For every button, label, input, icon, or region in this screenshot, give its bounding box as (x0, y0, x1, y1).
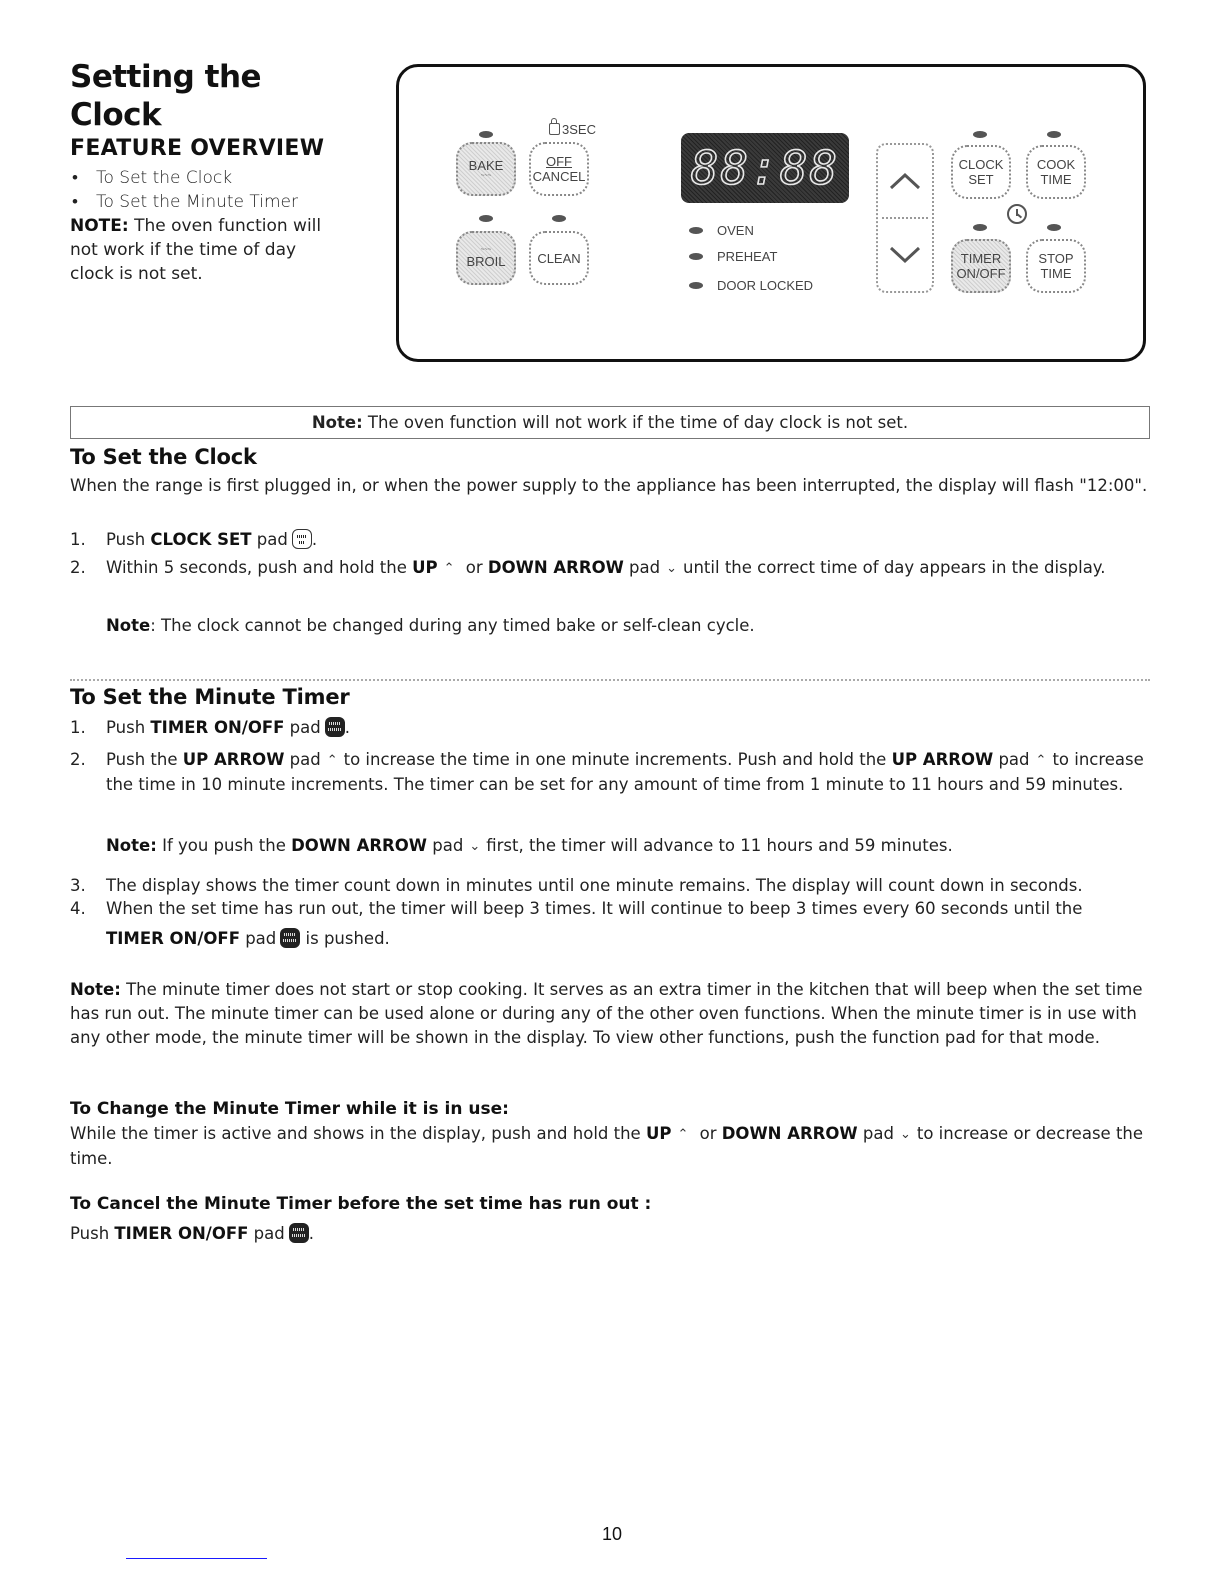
oven-led (689, 227, 703, 234)
minute-timer-step-4: 4. When the set time has run out, the timer will beep 3 times. It will continue to beep 3 times every 60 seconds until the TIMER ON/OFF pad is pushed. (70, 899, 1083, 948)
timer-on-off-pad[interactable]: TIMER ON/OFF (951, 239, 1011, 293)
timer-pad-icon (289, 1223, 309, 1243)
set-clock-heading: To Set the Clock (70, 445, 257, 469)
broil-pad[interactable]: ~~~ BROIL (456, 231, 516, 285)
minute-timer-general-note: Note: The minute timer does not start or stop cooking. It serves as an extra timer in the kitchen that will beep when the set time has run out. The minute timer can be used alone or during any of the other oven functions. When the minute timer is in use with any other mode, the minute timer will be shown in the display. To view other functions, push the function pad for that mode. (70, 980, 1143, 1047)
down-arrow-icon: ⌄ (899, 1127, 911, 1142)
up-arrow-icon: ⌃ (443, 561, 455, 576)
down-arrow-icon: ⌄ (666, 561, 678, 576)
set-clock-step-2: 2. Within 5 seconds, push and hold the UP ⌃ or DOWN ARROW pad ⌄ until the correct time of day appears in the display. (70, 556, 1150, 581)
feature-overview-heading: FEATURE OVERVIEW (70, 136, 325, 161)
down-arrow-icon: ⌄ (469, 839, 481, 854)
preheat-led (689, 253, 703, 260)
clock-set-pad-icon (292, 529, 312, 549)
clean-indicator-led (552, 215, 566, 222)
change-timer-text: While the timer is active and shows in the display, push and hold the UP ⌃ or DOWN ARROW pad ⌄ to increase or decrease the time. (70, 1124, 1144, 1168)
up-arrow-icon: ⌃ (677, 1127, 689, 1142)
minute-timer-down-note: Note: If you push the DOWN ARROW pad ⌄ first, the timer will advance to 11 hours and 59 minutes. (106, 834, 1146, 859)
up-arrow-icon: ⌃ (326, 753, 338, 768)
page-title (70, 58, 261, 134)
bake-indicator-led (479, 131, 493, 138)
set-clock-note: Note: The clock cannot be changed during any timed bake or self-clean cycle. (106, 616, 755, 635)
stop-time-pad[interactable]: STOP TIME (1026, 239, 1086, 293)
clock-icon (1007, 204, 1027, 224)
clock-set-pad[interactable]: CLOCK SET (951, 145, 1011, 199)
clean-pad[interactable]: CLEAN (529, 231, 589, 285)
clock-set-indicator-led (973, 131, 987, 138)
bake-pad[interactable]: BAKE ~~~ (456, 142, 516, 196)
cook-time-indicator-led (1047, 131, 1061, 138)
oven-indicator: OVEN (689, 223, 754, 238)
feature-item: • To Set the Minute Timer (70, 190, 298, 214)
control-panel-diagram (396, 64, 1146, 362)
chevron-up-icon (889, 172, 921, 190)
note-label: Note: (311, 413, 363, 432)
change-timer-heading: To Change the Minute Timer while it is in use: (70, 1099, 509, 1119)
set-clock-step-1: 1. Push CLOCK SET pad . (70, 530, 318, 549)
minute-timer-step-2: 2. Push the UP ARROW pad ⌃ to increase the time in one minute increments. Push and hold the UP ARROW pad ⌃ to increase the time in 10 minute increments. The timer can be set for any amount of time from 1 minute to 11 hours and 59 minutes. (70, 750, 1144, 794)
stop-time-indicator-led (1047, 224, 1061, 231)
note-text: The oven function will not work if the time of day clock is not set. (70, 216, 322, 284)
preheat-indicator: PREHEAT (689, 249, 777, 264)
lock-icon (549, 123, 560, 135)
off-cancel-pad[interactable]: OFF CANCEL (529, 142, 589, 196)
lock-3sec-label: 3SEC (549, 122, 596, 137)
door-locked-indicator: DOOR LOCKED (689, 278, 813, 293)
feature-list (70, 166, 298, 214)
page-title-line2: Clock (70, 97, 162, 133)
page-title-line1: Setting the (70, 59, 262, 95)
chevron-down-icon (889, 246, 921, 264)
cook-time-pad[interactable]: COOK TIME (1026, 145, 1086, 199)
page-number: 10 (601, 1524, 623, 1544)
minute-timer-step-3: 3. The display shows the timer count down in minutes until one minute remains. The display will count down in seconds. (70, 876, 1083, 895)
broil-indicator-led (479, 215, 493, 222)
up-arrow-icon: ⌃ (1035, 753, 1047, 768)
timer-pad-icon (325, 717, 345, 737)
footer-rule (126, 1558, 267, 1559)
down-arrow-pad[interactable] (878, 219, 932, 291)
door-locked-led (689, 282, 703, 289)
clock-note-box (70, 406, 1150, 439)
seven-segment-display: 88:88 (681, 133, 849, 203)
up-arrow-pad[interactable] (878, 145, 932, 217)
timer-indicator-led (973, 224, 987, 231)
cancel-timer-text: Push TIMER ON/OFF pad . (70, 1224, 314, 1243)
cancel-timer-heading: To Cancel the Minute Timer before the set time has run out : (70, 1194, 652, 1214)
minute-timer-step-1: 1. Push TIMER ON/OFF pad . (70, 718, 350, 737)
feature-item: • To Set the Clock (70, 166, 298, 190)
section-divider (70, 679, 1150, 681)
feature-note (70, 214, 330, 286)
note-label: NOTE: (70, 216, 129, 236)
arrow-pad-group (876, 143, 934, 293)
set-clock-intro: When the range is first plugged in, or when the power supply to the appliance has been interrupted, the display will flash "12:00". (70, 476, 1148, 495)
note-text: The oven function will not work if the time of day clock is not set. (362, 413, 909, 432)
timer-pad-icon (280, 928, 300, 948)
minute-timer-heading: To Set the Minute Timer (70, 685, 350, 709)
